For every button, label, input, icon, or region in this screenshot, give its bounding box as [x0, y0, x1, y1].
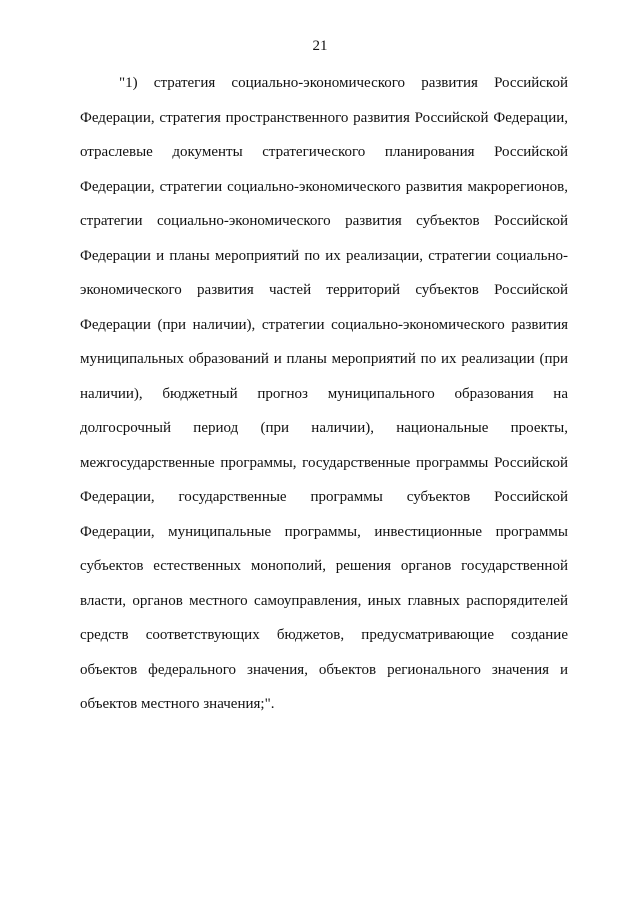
text-line: отраслевые документы стратегического планирования Российской	[80, 144, 568, 160]
text-line: Федерации и планы мероприятий по их реализации, стратегии социально-	[80, 247, 568, 264]
text-line: наличии), бюджетный прогноз муниципального образования на	[80, 385, 568, 402]
text-line: Федерации (при наличии), стратегии социально-экономического развития	[80, 316, 568, 333]
body-paragraph	[80, 71, 568, 727]
text-line: Федерации, государственные программы субъектов Российской	[80, 489, 568, 505]
text-line: власти, органов местного самоуправления, иных главных распорядителей	[80, 592, 568, 609]
text-line: долгосрочный период (при наличии), национальные проекты,	[80, 420, 568, 436]
text-line: Федерации, муниципальные программы, инвестиционные программы	[80, 523, 568, 540]
text-line: субъектов естественных монополий, решения органов государственной	[80, 558, 568, 574]
text-line-last: объектов местного значения;".	[80, 696, 275, 712]
text-line: стратегии социально-экономического развития субъектов Российской	[80, 213, 568, 229]
page-number: 21	[312, 38, 328, 54]
text-line: Федерации, стратегии социально-экономического развития макрорегионов,	[80, 178, 568, 195]
text-line: Федерации, стратегия пространственного развития Российской Федерации,	[80, 109, 568, 126]
text-line: экономического развития частей территорий субъектов Российской	[80, 282, 568, 298]
text-line: объектов федерального значения, объектов регионального значения и	[80, 661, 568, 678]
text-line: средств соответствующих бюджетов, предусматривающие создание	[80, 627, 568, 643]
text-line: "1) стратегия социально-экономического развития Российской	[119, 75, 568, 91]
text-line: муниципальных образований и планы мероприятий по их реализации (при	[80, 351, 568, 367]
text-line: межгосударственные программы, государственные программы Российской	[80, 454, 568, 471]
